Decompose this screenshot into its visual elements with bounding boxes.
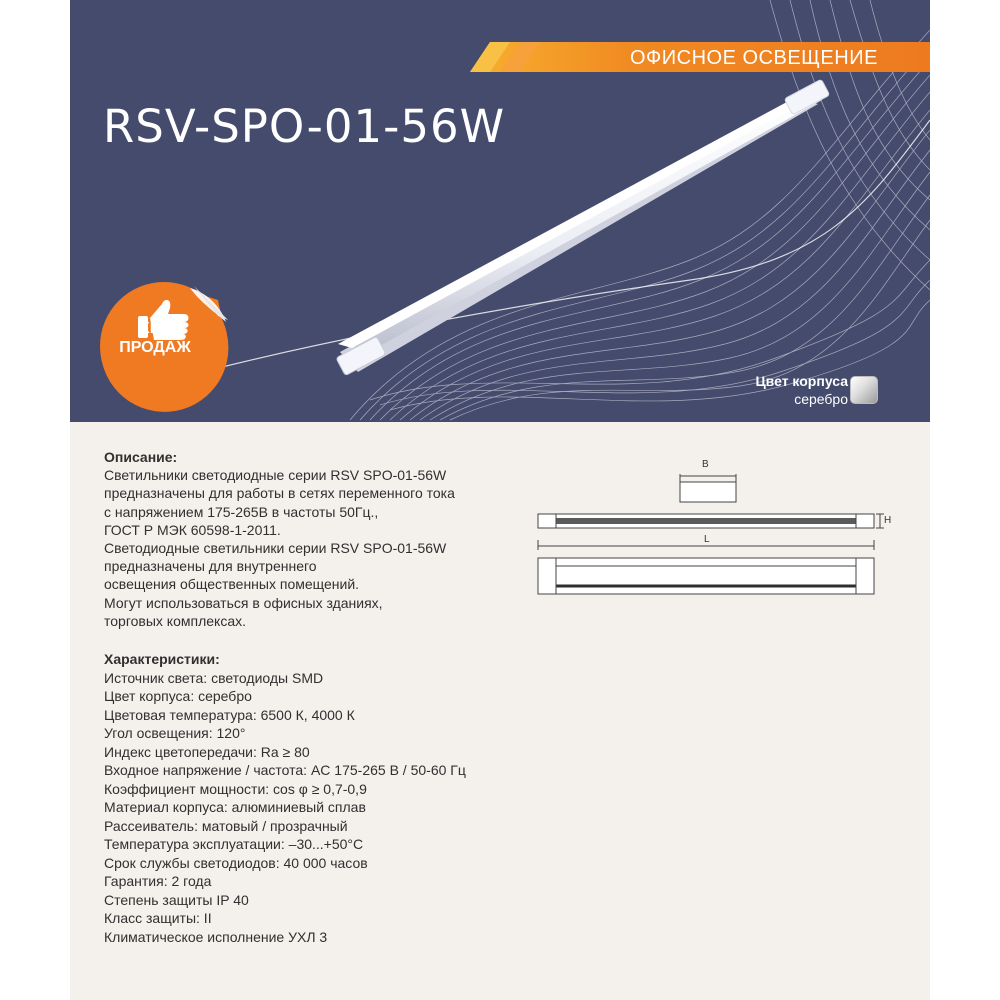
model-title: RSV-SPO-01-56W xyxy=(103,100,506,153)
description-line: с напряжением 175-265В в частоты 50Гц., xyxy=(104,503,379,520)
spec-line: Угол освещения: 120° xyxy=(104,725,246,741)
hero-banner xyxy=(70,0,930,422)
specs-heading: Характеристики: xyxy=(104,651,220,667)
description-line: Светильники светодиодные серии RSV SPO-01-56W xyxy=(104,467,447,484)
spec-line: Рассеиватель: матовый / прозрачный xyxy=(104,817,348,834)
description-line: торговых комплексах. xyxy=(104,612,246,629)
spec-line: Цветовая температура: 6500 К, 4000 К xyxy=(104,706,355,723)
spec-line: Срок службы светодиодов: 40 000 часов xyxy=(104,854,368,871)
fixture-dimension-diagram xyxy=(530,452,890,602)
description-line: освещения общественных помещений. xyxy=(104,576,360,593)
content-area xyxy=(70,422,930,1000)
spec-line: Коэффициент мощности: cos φ ≥ 0,7-0,9 xyxy=(104,780,367,797)
dimension-drawing xyxy=(530,452,890,602)
description-line: Светодиодные светильники серии RSV SPO-01-56W xyxy=(104,540,447,557)
description-line: ГОСТ Р МЭК 60598-1-2011. xyxy=(104,521,281,538)
body-color-label: Цвет корпуса xyxy=(755,373,848,389)
badge-line-2: ПРОДАЖ xyxy=(119,339,191,356)
spec-line: Климатическое исполнение УХЛ 3 xyxy=(104,928,328,945)
spec-line: Температура эксплуатации: –30...+50°C xyxy=(104,836,364,852)
product-sheet xyxy=(70,0,930,1000)
spec-line: Входное напряжение / частота: AC 175-265 В / 50-60 Гц xyxy=(104,762,466,778)
silver-color-swatch xyxy=(850,376,878,404)
spec-line: Источник света: светодиоды SMD xyxy=(104,669,324,686)
body-color-value: серебро xyxy=(794,391,848,407)
spec-line: Гарантия: 2 года xyxy=(104,873,212,889)
description-line: предназначены для работы в сетях переменного тока xyxy=(104,485,455,502)
description-line: предназначены для внутреннего xyxy=(104,558,317,575)
dimension-label-height: H xyxy=(884,515,892,526)
badge-line-1: ХИТ xyxy=(139,320,171,337)
dimension-label-length: L xyxy=(704,534,710,545)
category-label: ОФИСНОЕ ОСВЕЩЕНИЕ xyxy=(630,47,878,69)
dimension-label-width: B xyxy=(702,459,709,470)
spec-line: Класс защиты: II xyxy=(104,910,212,926)
spec-line: Материал корпуса: алюминиевый сплав xyxy=(104,799,366,815)
description-block xyxy=(104,448,524,630)
spec-line: Степень защиты IP 40 xyxy=(104,891,249,908)
description-heading: Описание: xyxy=(104,449,178,465)
specifications-block xyxy=(104,650,544,946)
spec-line: Цвет корпуса: серебро xyxy=(104,688,252,704)
spec-line: Индекс цветопередачи: Ra ≥ 80 xyxy=(104,743,310,760)
description-line: Могут использоваться в офисных зданиях, xyxy=(104,594,383,611)
